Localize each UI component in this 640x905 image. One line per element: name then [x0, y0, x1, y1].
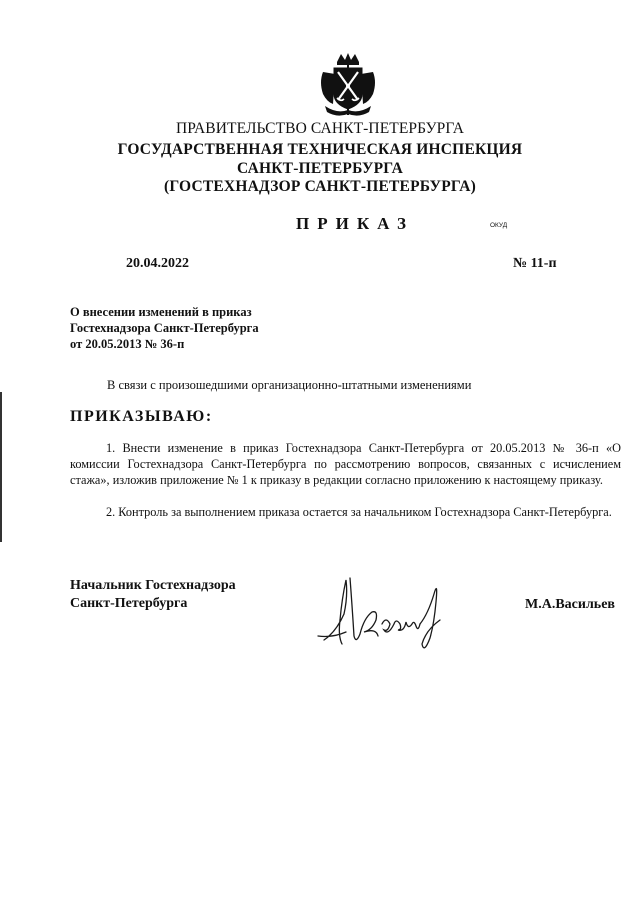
scan-margin-mark — [0, 392, 2, 542]
agency-name-line3: (ГОСТЕХНАДЗОР САНКТ-ПЕТЕРБУРГА) — [163, 178, 477, 195]
subject-block — [70, 304, 259, 352]
signatory-position-line: Начальник Гостехнадзора — [70, 578, 236, 593]
signatory-position — [70, 577, 236, 613]
order-item-text: 1. Внести изменение в приказ Гостехнадзора Санкт-Петербурга от 20.05.2013 № 36-п «О комиссии Гостехнадзора Санкт-Петербурга по рассмотрению вопросов, связанных с исчислением стажа», изложив приложение № 1 к приказу в редакции согласно приложению к настоящему приказу. — [70, 441, 621, 487]
orders-heading: ПРИКАЗЫВАЮ: — [70, 408, 213, 425]
government-name: ПРАВИТЕЛЬСТВО САНКТ-ПЕТЕРБУРГА — [175, 120, 465, 137]
agency-name-line2: САНКТ-ПЕТЕРБУРГА — [236, 160, 404, 177]
order-item-1 — [70, 440, 621, 488]
signatory-name: М.А.Васильев — [525, 597, 615, 612]
signatory-position-line: Санкт-Петербурга — [70, 596, 188, 611]
coat-of-arms-icon — [317, 52, 379, 118]
subject-line: от 20.05.2013 № 36-п — [70, 337, 185, 351]
subject-line: О внесении изменений в приказ — [70, 305, 252, 319]
agency-name-line1: ГОСУДАРСТВЕННАЯ ТЕХНИЧЕСКАЯ ИНСПЕКЦИЯ — [117, 141, 523, 158]
order-item-text: 2. Контроль за выполнением приказа остается за начальником Гостехнадзора Санкт-Петербурга. — [106, 505, 612, 519]
intro-text: В связи с произошедшими организационно-штатными изменениями — [107, 378, 472, 392]
document-title: ПРИКАЗ — [296, 214, 414, 233]
okud-label: ОКУД — [490, 222, 508, 229]
subject-line: Гостехнадзора Санкт-Петербурга — [70, 321, 259, 335]
document-date: 20.04.2022 — [126, 256, 189, 271]
order-item-2 — [70, 504, 621, 520]
handwritten-signature-icon — [316, 574, 466, 658]
document-number: № 11-п — [513, 256, 557, 271]
